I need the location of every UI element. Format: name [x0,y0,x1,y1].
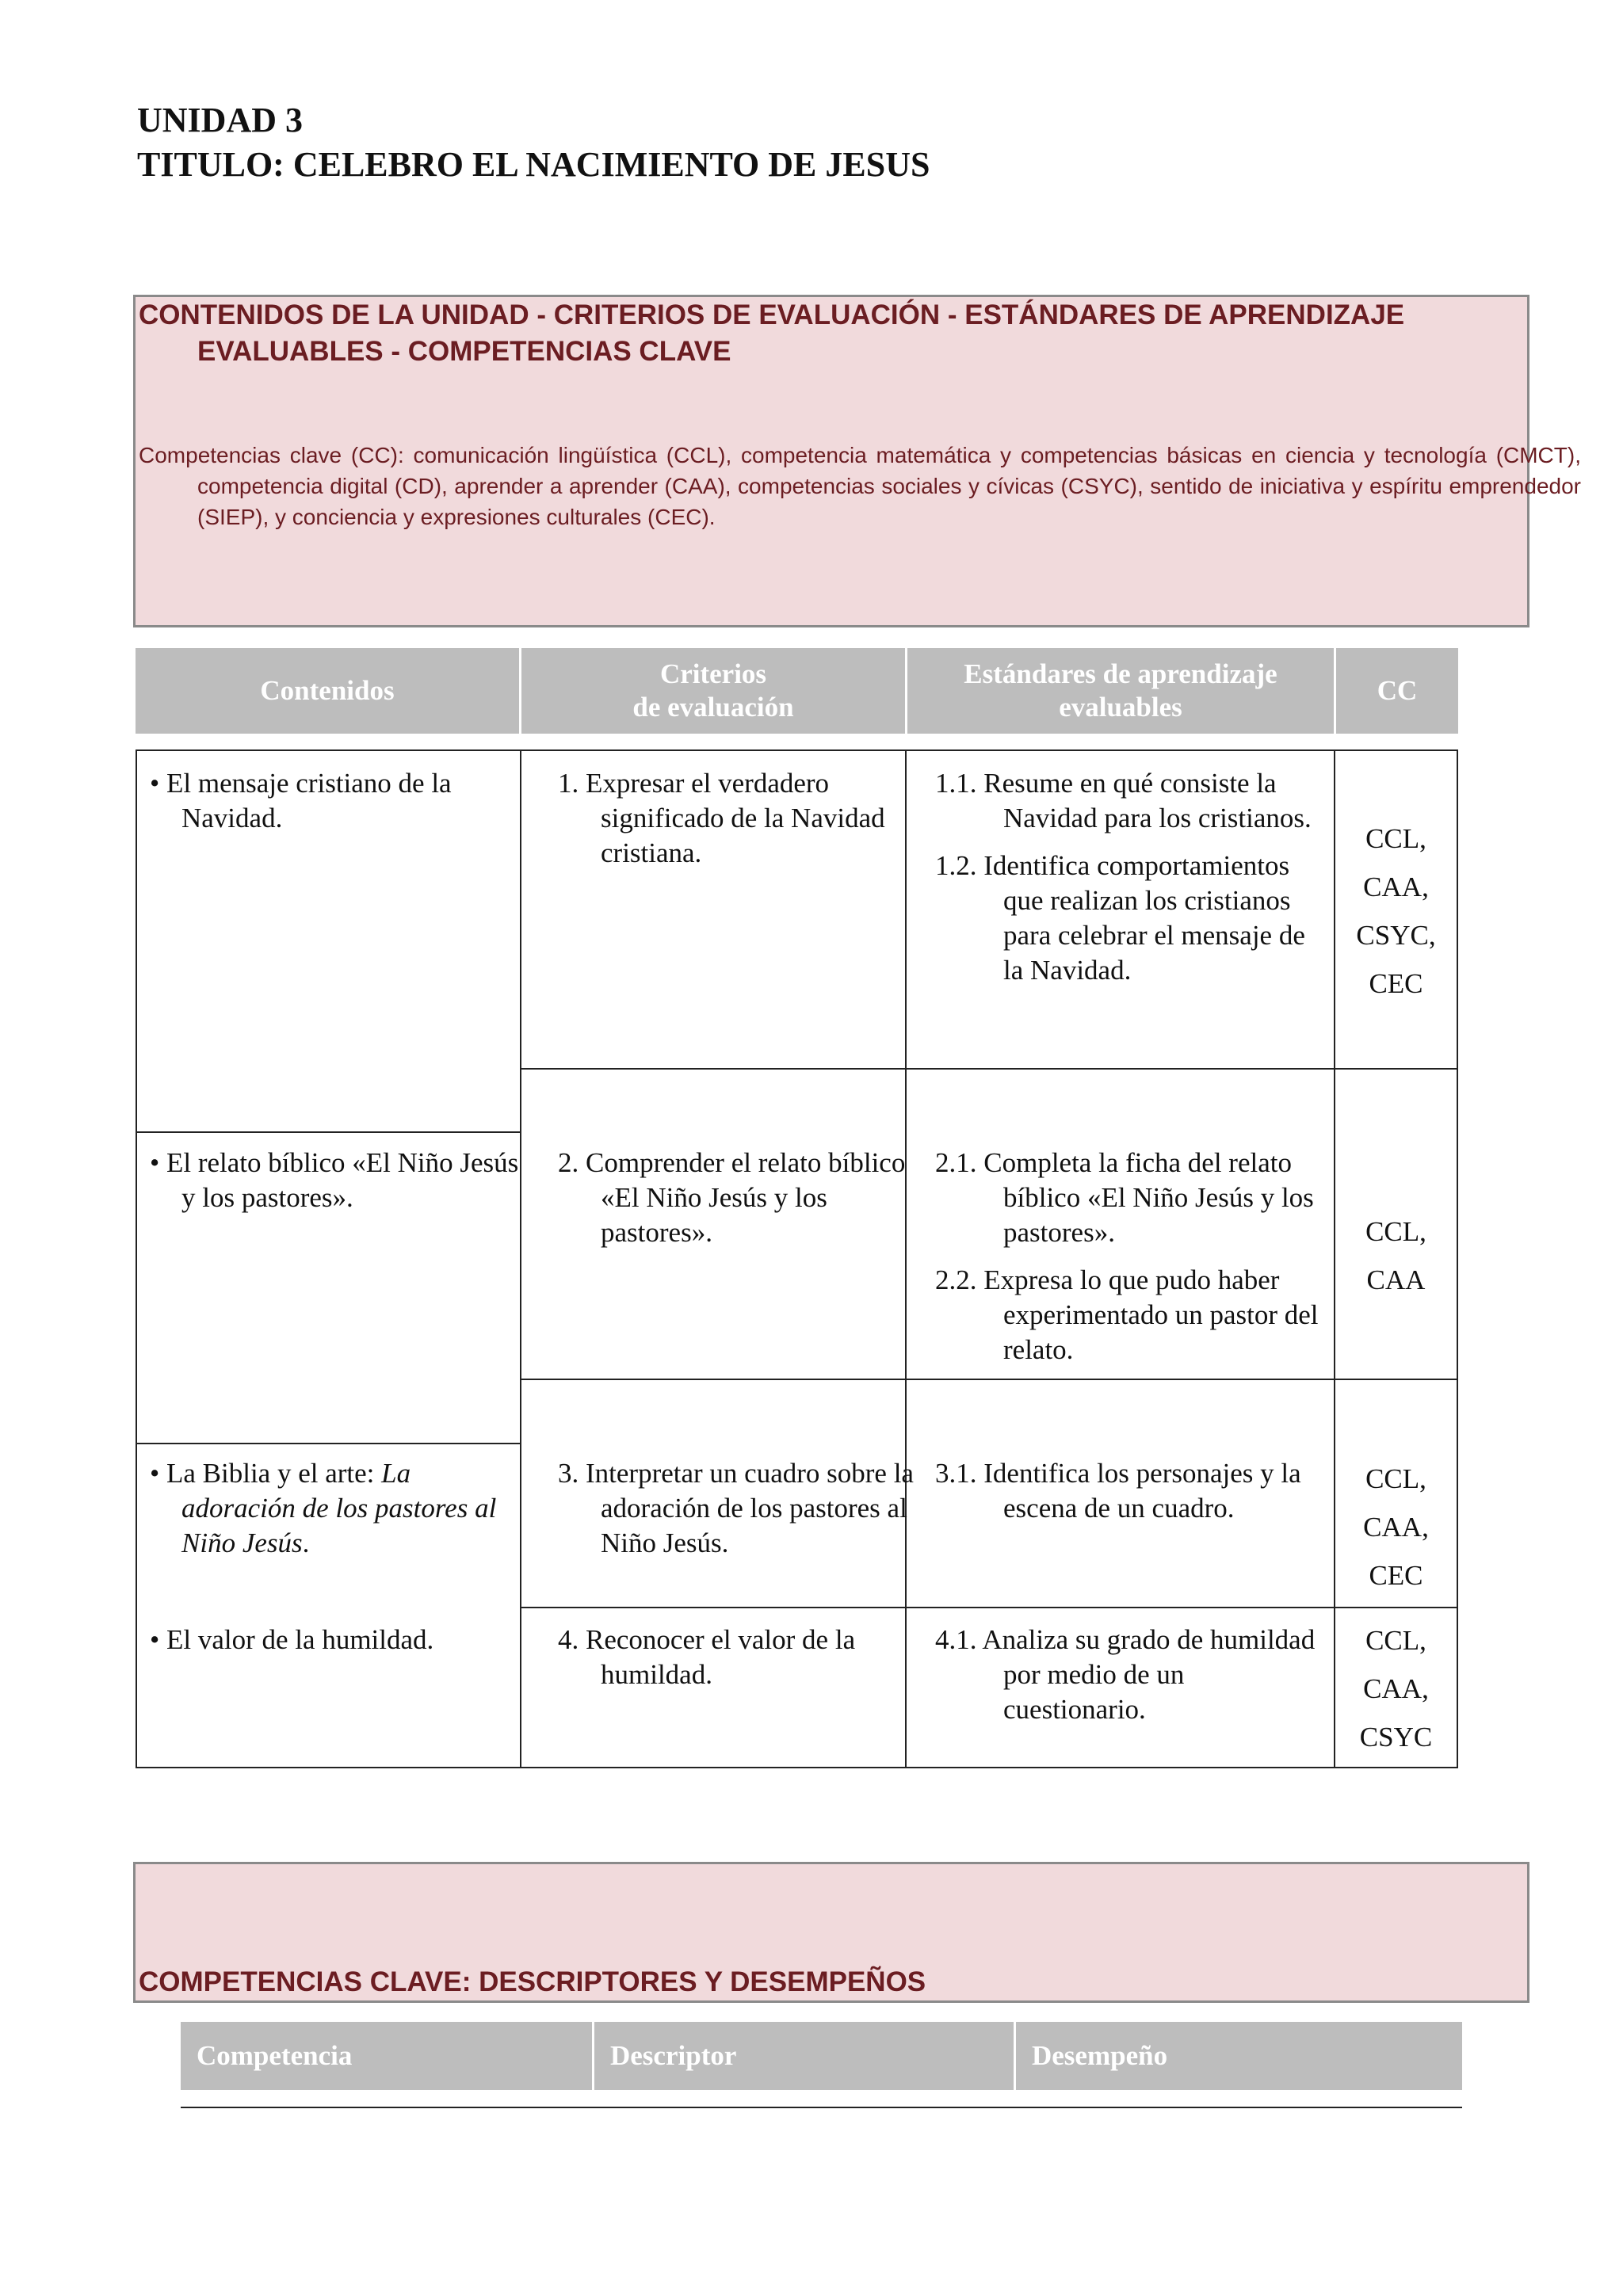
header-descriptor: Descriptor [594,2022,1016,2090]
estandar-item: 4.1. Analiza su grado de humildad por medio de un cuestionario. [935,1624,1316,1725]
contenido-item: • El valor de la humildad. [150,1624,434,1655]
header-competencia: Competencia [181,2022,594,2090]
unit-label: UNIDAD 3 [137,101,303,139]
section-heading: COMPETENCIAS CLAVE: DESCRIPTORES Y DESEMPEÑOS [139,1966,926,1997]
estandar-item: 3.1. Identifica los personajes y la escena de un cuadro. [935,1458,1301,1524]
estandar-item: 2.1. Completa la ficha del relato bíblico «El Niño Jesús y los pastores». [935,1147,1314,1248]
descriptors-table-header [181,2022,1462,2090]
cc-value: CEC [1369,968,1423,999]
header-desempeno: Desempeño [1016,2022,1462,2090]
section-heading: CONTENIDOS DE LA UNIDAD - CRITERIOS DE EVALUACIÓN - ESTÁNDARES DE APRENDIZAJE EVALUABLES - COMPETENCIAS CLAVE [139,299,1405,367]
estandares-cell [935,1146,1323,1380]
cc-value: CEC [1369,1560,1423,1591]
contenido-text: . [302,1527,310,1558]
artwork-title: La adoración de los pastores al Niño Jesús [181,1458,497,1558]
grid-line [905,749,907,1768]
cc-value: CAA, [1363,1673,1429,1704]
header-contenidos: Contenidos [136,648,521,734]
contenido-item: • El mensaje cristiano de la Navidad. [150,768,452,833]
criterio-item: 1. Expresar el verdadero significado de la Navidad cristiana. [558,768,885,868]
estandar-item: 2.2. Expresa lo que pudo haber experimentado un pastor del relato. [935,1264,1319,1365]
grid-line [136,749,137,1768]
header-cc: CC [1336,648,1458,734]
unit-title: TITULO: CELEBRO EL NACIMIENTO DE JESUS [137,145,930,184]
estandar-item: 1.2. Identifica comportamientos que realizan los cristianos para celebrar el mensaje de la Navidad. [935,850,1305,986]
grid-line [520,749,521,1768]
contents-section-box [133,295,1581,627]
grid-line [520,1068,1458,1070]
cc-value: CAA, [1363,871,1429,902]
main-table-header [136,648,1458,734]
contenido-item [137,1456,530,1561]
document-title-block [137,98,930,187]
grid-line [1457,749,1458,1768]
cc-value: CCL, [1365,823,1426,854]
key-competences-paragraph: Competencias clave (CC): comunicación lingüística (CCL), competencia matemática y competencias básicas en ciencia y tecnología (CMCT), competencia digital (CD), aprender a aprender (CAA), competencias sociales y cívicas (CSYC), sentido de iniciativa y espíritu emprendedor (SIEP), y conciencia y expresiones culturales (CEC). [139,443,1581,529]
cc-value: CCL, [1365,1625,1426,1656]
criterio-item: 4. Reconocer el valor de la humildad. [558,1624,856,1690]
descriptors-section-box [133,1862,1529,2003]
contenido-text: • La Biblia y el arte: [150,1458,382,1489]
contenido-item: • El relato bíblico «El Niño Jesús y los pastores». [150,1147,519,1213]
estandares-cell [935,1456,1323,1539]
cc-value: CAA, [1363,1512,1429,1543]
cc-cell [1335,1616,1457,1761]
cc-value: CCL, [1365,1216,1426,1247]
cc-cell [1335,1455,1457,1600]
table-rule [181,2107,1462,2108]
grid-line [520,1607,1458,1608]
estandares-cell [935,1623,1323,1740]
grid-line [136,749,1458,751]
cc-value: CAA [1366,1264,1426,1295]
cc-value: CSYC [1359,1722,1433,1753]
criterio-item: 3. Interpretar un cuadro sobre la adoración de los pastores al Niño Jesús. [558,1458,914,1558]
header-criterios: Criterios de evaluación [521,648,907,734]
estandar-item: 1.1. Resume en qué consiste la Navidad para los cristianos. [935,768,1312,833]
grid-line [136,1131,521,1133]
cc-value: CSYC, [1356,920,1436,951]
cc-value: CCL, [1365,1463,1426,1494]
cc-cell [1335,814,1457,1008]
grid-line [136,1767,1458,1768]
criterio-item: 2. Comprender el relato bíblico «El Niño Jesús y los pastores». [558,1147,906,1248]
grid-line [136,1443,521,1444]
header-estandares: Estándares de aprendizaje evaluables [907,648,1336,734]
estandares-cell [935,766,1323,1001]
cc-cell [1335,1207,1457,1304]
